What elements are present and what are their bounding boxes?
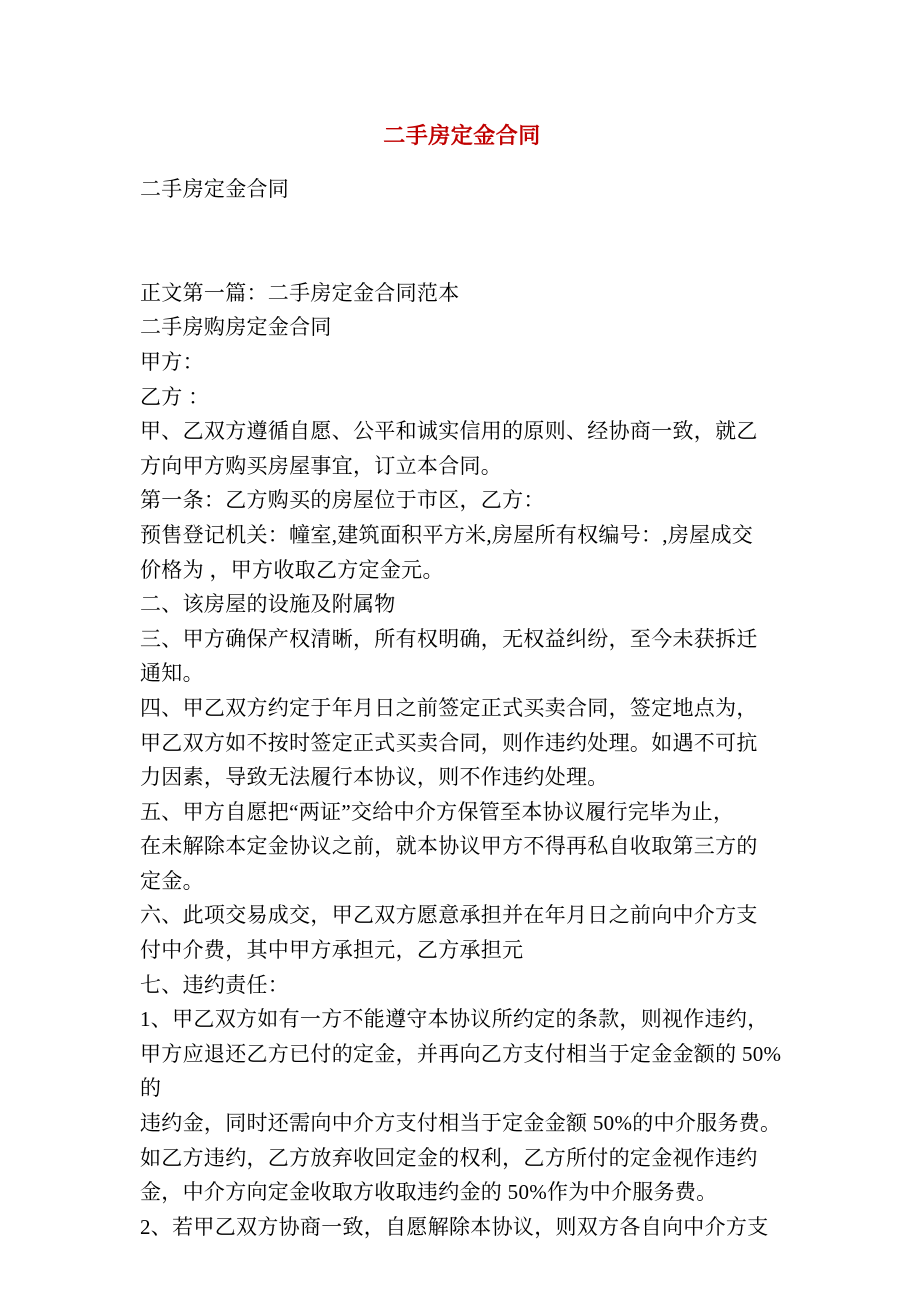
text-line: 金，中介方向定金收取方收取违约金的 50%作为中介服务费。 (140, 1180, 718, 1205)
text-line: 二、该房屋的设施及附属物 (140, 592, 396, 617)
text-line: 违约金，同时还需向中介方支付相当于定金金额 50%的中介服务费。 (140, 1111, 782, 1136)
text-line: 如乙方违约，乙方放弃收回定金的权利，乙方所付的定金视作违约 (140, 1145, 758, 1170)
text-line: 七、违约责任： (140, 972, 290, 997)
text-line: 六、此项交易成交，甲乙双方愿意承担并在年月日之前向中介方支 (140, 903, 758, 928)
text-line: 预售登记机关：幢室,建筑面积平方米,房屋所有权编号：,房屋成交 (140, 522, 754, 547)
document-body (140, 172, 784, 1244)
text-line: 付中介费，其中甲方承担元，乙方承担元 (140, 938, 524, 963)
text-line: 二手房定金合同 (140, 177, 290, 201)
text-line: 力因素，导致无法履行本协议，则不作违约处理。 (140, 765, 609, 790)
text-line: 定金。 (140, 868, 204, 893)
text-line: 正文第一篇：二手房定金合同范本 (140, 280, 460, 305)
text-line: 乙方 ： (140, 384, 210, 409)
text-line: 1、甲乙双方如有一方不能遵守本协议所约定的条款，则视作违约， (140, 1007, 769, 1032)
text-line: 甲、乙双方遵循自愿、公平和诚实信用的原则、经协商一致，就乙 (140, 419, 758, 444)
text-line: 甲乙双方如不按时签定正式买卖合同，则作违约处理。如遇不可抗 (140, 730, 758, 755)
text-line: 四、甲乙双方约定于年月日之前签定正式买卖合同，签定地点为， (140, 695, 758, 720)
text-line: 三、甲方确保产权清晰，所有权明确，无权益纠纷，至今未获拆迁 (140, 626, 758, 651)
text-line: 甲方： (140, 349, 204, 374)
text-line: 价格为 ，甲方收取乙方定金元。 (140, 557, 444, 582)
text-line: 通知。 (140, 661, 204, 686)
text-line: 甲方应退还乙方已付的定金，并再向乙方支付相当于定金金额的 50%的 (140, 1041, 782, 1101)
text-line: 方向甲方购买房屋事宜，订立本合同。 (140, 453, 503, 478)
text-line: 2、若甲乙双方协商一致，自愿解除本协议，则双方各自向中介方支 (140, 1214, 769, 1239)
document-title: 二手房定金合同 (383, 123, 541, 148)
text-line (140, 241, 784, 276)
text-line: 五、甲方自愿把“两证”交给中介方保管至本协议履行完毕为止， (140, 799, 735, 824)
text-line: 第一条：乙方购买的房屋位于市区，乙方： (140, 488, 545, 513)
text-line (140, 207, 784, 242)
text-line: 二手房购房定金合同 (140, 315, 332, 340)
text-line: 在未解除本定金协议之前，就本协议甲方不得再私自收取第三方的 (140, 834, 758, 859)
